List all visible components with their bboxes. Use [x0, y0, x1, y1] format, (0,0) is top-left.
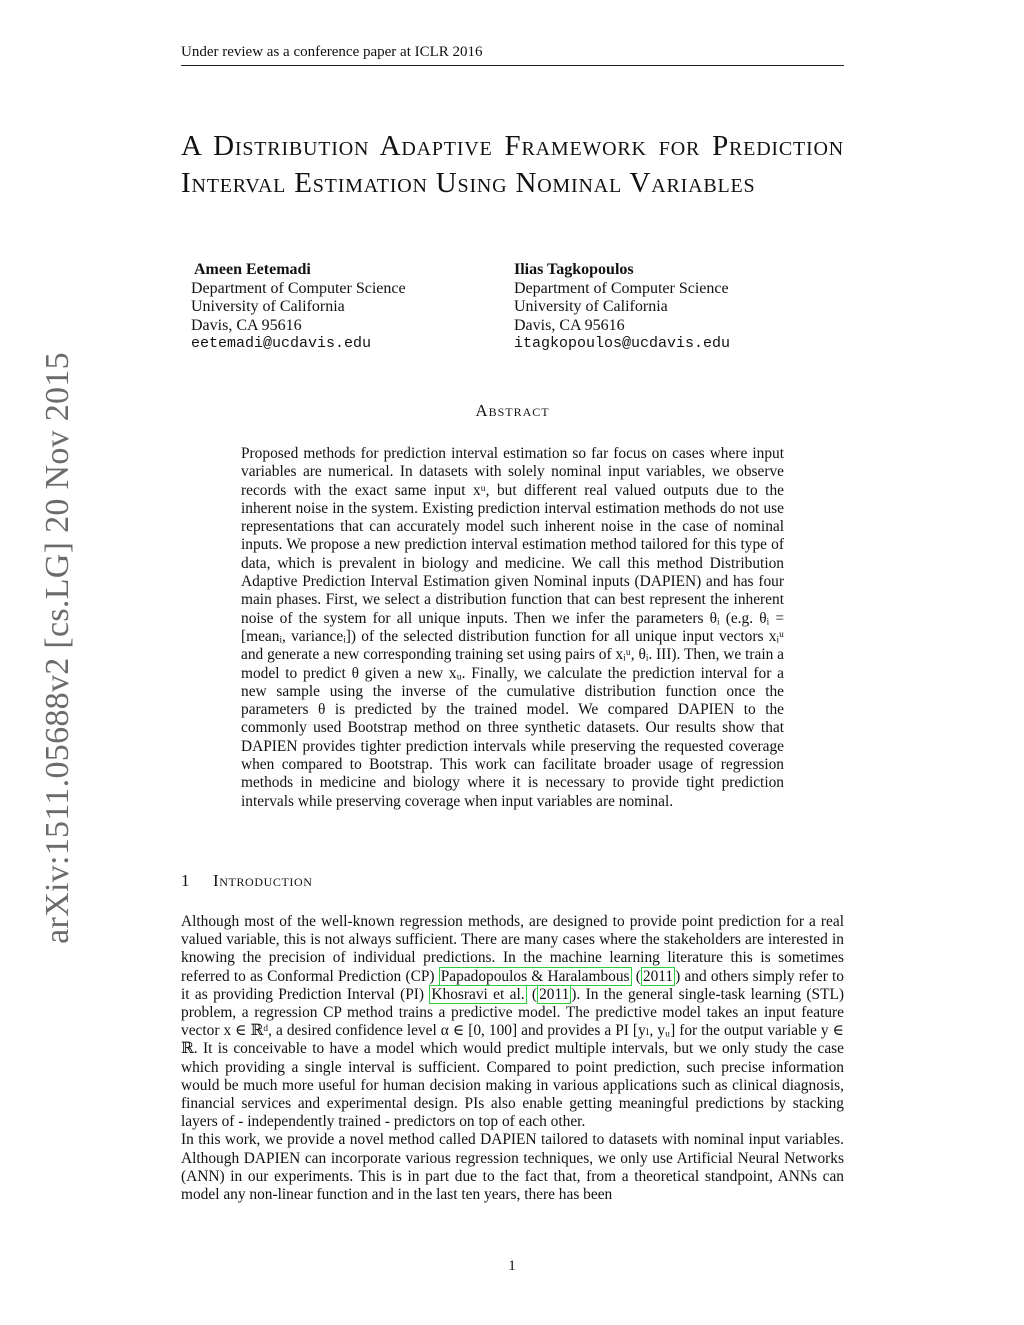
citation-link[interactable]: Khosravi et al.	[431, 985, 525, 1003]
section-heading	[181, 871, 313, 891]
intro-paragraph-1: Although most of the well-known regression methods, are designed to provide point prediction for a real valued variable, this is not always sufficient. There are many cases where the stakeholders are interested in knowing the precision of individual predictions. In the machine learning literature this is sometimes referred to as Conformal Prediction (CP) Papadopoulos & Haralambous ( 2011 ) and others simply refer to it as providing Prediction Interval (PI) Khosravi et al. ( 2011 ). In the general single-task learning (STL) problem, a regression CP method trains a predictive model. The predictive model takes an input feature vector x ∈ ℝᵈ, a desired confidence level α ∈ [0, 100] and provides a PI [yₗ, yᵤ] for the output variable y ∈ ℝ. It is conceivable to have a model which would predict multiple intervals, but we only study the case which providing a single interval is sufficient. Compared to point prediction, such precise information would be much more useful for human decision making in various applications such as clinical diagnosis, financial services and experimental design. PIs also enable getting meaningful predictions by stacking layers of - independently trained - predictors on top of each other.	[181, 913, 845, 1131]
arxiv-id: arXiv:1511.05688v2 [cs.LG] 20 Nov 2015	[39, 352, 76, 944]
author-block-2	[514, 261, 730, 354]
author-name: Ameen Eetemadi	[194, 261, 311, 278]
page-number: 1	[508, 1258, 516, 1274]
author-university: University of California	[191, 298, 345, 315]
section-title: Introduction	[213, 871, 313, 890]
abstract-text: Proposed methods for prediction interval estimation so far focus on cases where input variables are numerical. In datasets with solely nominal input variables, we observe records with the exact same input xᵘ, but different real valued outputs due to the inherent noise in the system. Existing prediction interval estimation methods do not use representations that can accurately model such inherent noise in the case of nominal inputs. We propose a new prediction interval estimation method tailored for this type of data, which is prevalent in biology and medicine. We call this method Distribution Adaptive Prediction Interval Estimation given Nominal inputs (DAPIEN) and has four main phases. First, we select a distribution function that can best represent the inherent noise of the system for all unique inputs. Then we infer the parameters θᵢ (e.g. θᵢ = [meanᵢ, varianceᵢ]) of the selected distribution function for all unique input vectors xᵢᵘ and generate a new corresponding training set using pairs of xᵢᵘ, θᵢ. III). Then, we train a model to predict θ given a new xᵤ. Finally, we calculate the prediction interval for a new sample using the inverse of the cumulative distribution function once the parameters θ is predicted by the trained model. We compared DAPIEN to the commonly used Bootstrap method on three synthetic datasets. Our results show that DAPIEN provides tighter prediction intervals while preserving the requested coverage when compared to Bootstrap. This work can facilitate broader usage of regression methods in medicine and biology where it is necessary to provide tight prediction intervals while preserving coverage when input variables are nominal.	[241, 445, 784, 810]
intro-text: . In the general single-task learning (STL) problem, a regression CP method trains a predictive model. The predictive model takes an input feature vector x ∈ ℝᵈ, a desired confidence level α ∈ [0, 100] and provides a PI [yₗ, yᵤ] for the output variable y ∈ ℝ. It is conceivable to have a model which would predict multiple intervals, but we only study the case which providing a single interval is sufficient. Compared to point prediction, such precise information would be much more useful for human decision making in various applications such as clinical diagnosis, financial services and experimental design. PIs also enable getting meaningful predictions by stacking layers of - independently trained - predictors on top of each other.	[181, 985, 845, 1131]
intro-text: and others simply refer to it as providing Prediction Interval (PI)	[181, 967, 844, 1003]
introduction-body	[181, 913, 844, 1204]
author-name: Ilias Tagkopoulos	[514, 261, 634, 278]
author-city: Davis, CA 95616	[514, 316, 625, 334]
author-block-1	[191, 261, 406, 354]
author-email: eetemadi@ucdavis.edu	[191, 335, 372, 352]
intro-paragraph-2: In this work, we provide a novel method called DAPIEN tailored to datasets with nominal input variables. Although DAPIEN can incorporate various regression techniques, we only use Artificial Neural Networks (ANN) in our experiments. This is in part due to the fact that, from a theoretical standpoint, ANNs can model any non-linear function and in the last ten years, there has been	[181, 1131, 844, 1204]
running-header: Under review as a conference paper at ICLR 2016	[181, 44, 844, 66]
author-city: Davis, CA 95616	[191, 316, 302, 334]
citation-year-link[interactable]: 2011	[539, 985, 570, 1003]
author-email: itagkopoulos@ucdavis.edu	[514, 335, 731, 352]
author-university: University of California	[514, 298, 668, 315]
abstract-heading: Abstract	[475, 401, 550, 420]
author-department: Department of Computer Science	[514, 279, 729, 297]
intro-text: Although most of the well-known regression methods, are designed to provide point prediction for a real valued variable, this is not always sufficient. There are many cases where the stakeholders are interested in knowing the precision of individual predictions. In the machine learning literature this is sometimes referred to as Conformal Prediction (CP)	[181, 913, 844, 985]
paper-title: A Distribution Adaptive Framework for Prediction Interval Estimation Using Nominal Variables	[181, 130, 844, 199]
citation-year-link[interactable]: 2011	[642, 967, 674, 985]
section-number: 1	[181, 871, 191, 890]
citation-link[interactable]: Papadopoulos & Haralambous	[440, 967, 630, 985]
author-department: Department of Computer Science	[191, 279, 406, 297]
